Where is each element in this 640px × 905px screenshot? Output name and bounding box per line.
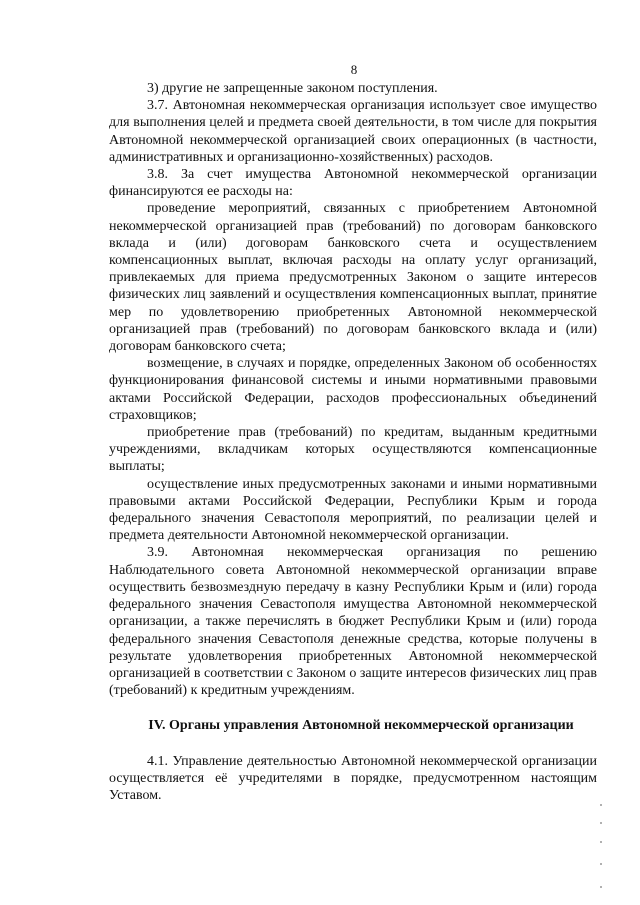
paragraph-3-other-income: 3) другие не запрещенные законом поступления.: [147, 81, 438, 96]
section-heading: IV. Органы управления Автономной некоммерческой организации: [148, 718, 574, 734]
scan-artifact-dots: [600, 800, 602, 900]
paragraph-3-8-item-reimbursement: возмещение, в случаях и порядке, определенных Законом об особенностях функционирования финансовой системы и иными нормативными правовыми актами Российской Федерации, расходов профессиональных объединений страховщиков;: [109, 356, 597, 423]
paragraph-3-7: 3.7. Автономная некоммерческая организация использует свое имущество для выполнения целей и предмета своей деятельности, в том числе для покрытия Автономной некоммерческой организацией своих операционных (в частности, административных и организационно-хозяйственных) расходов.: [109, 98, 597, 165]
paragraph-3-8-item-acquisition: приобретение прав (требований) по кредитам, выданным кредитными учреждениями, вкладчикам которых осуществляются компенсационные выплаты;: [109, 425, 597, 475]
document-body: [109, 80, 597, 804]
paragraph-3-8-item-other: осуществление иных предусмотренных законами и иными нормативными правовыми актами Российской Федерации, Республики Крым и города федерального значения Севастополя мероприятий, по реализации целей и предмета деятельности Автономной некоммерческой организации.: [109, 476, 597, 544]
paragraph-3-9: 3.9. Автономная некоммерческая организация по решению Наблюдательного совета Автономной некоммерческой организации вправе осуществить безвозмездную передачу в казну Республики Крым и (или) города федерального значения Севастополя имущества Автономной некоммерческой организации, а также перечислять в бюджет Республики Крым и (или) города федерального значения Севастополя денежные средства, которые получены в результате удовлетворения приобретенных Автономной некоммерческой организацией в соответствии с Законом о защите интересов физических лиц прав (требований) к кредитным учреждениям.: [109, 545, 597, 699]
paragraph-3-8: 3.8. За счет имущества Автономной некоммерческой организации финансируются ее расходы на:: [109, 167, 597, 200]
paragraph-3-8-item-events: проведение мероприятий, связанных с приобретением Автономной некоммерческой организацией прав (требований) по договорам банковского вклада и (или) договорам банковского счета и осуществлением компенсационных выплат, включая расходы на оплату услуг организаций, привлекаемых для приема предусмотренных Законом о защите интересов физических лиц заявлений и осуществления компенсационных выплат, принятие мер по удовлетворению приобретенных Автономной некоммерческой организацией прав (требований) по договорам банковского вклада и (или) договорам банковского счета;: [109, 201, 597, 355]
page-number: 8: [350, 62, 358, 77]
paragraph-4-1: 4.1. Управление деятельностью Автономной некоммерческой организации осуществляется её учредителями в порядке, предусмотренном настоящим Уставом.: [109, 753, 597, 803]
